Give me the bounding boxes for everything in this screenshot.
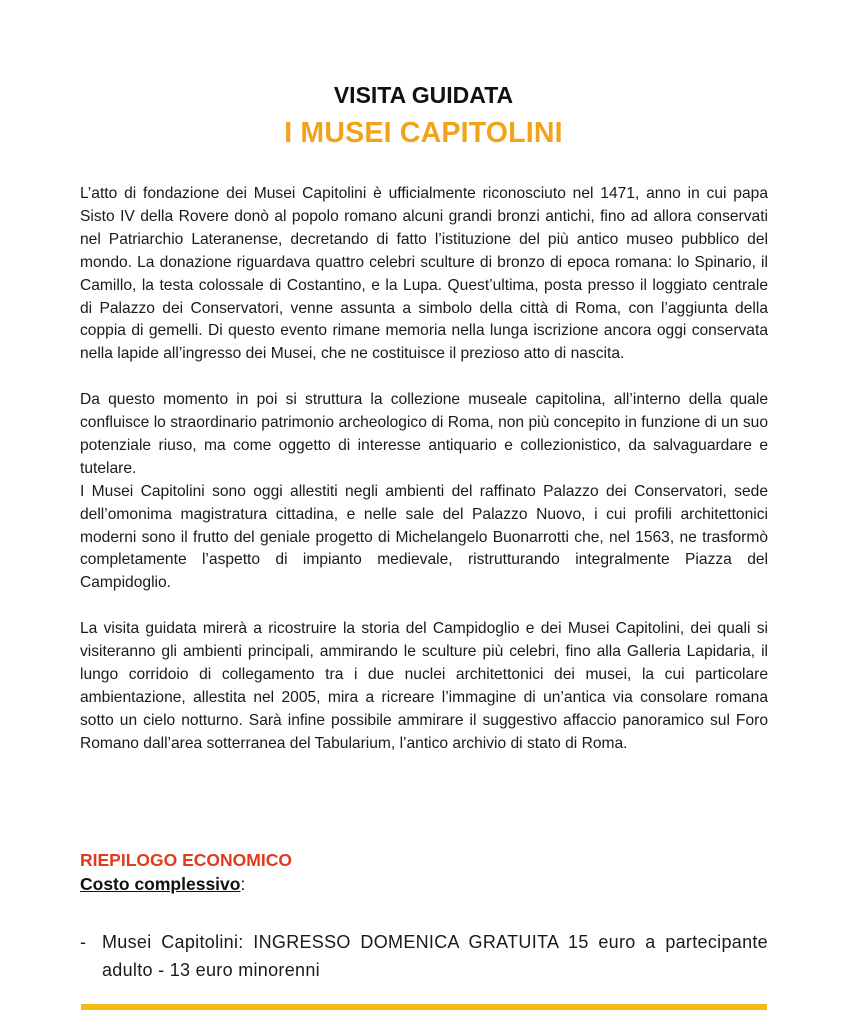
summary-title: RIEPILOGO ECONOMICO (80, 850, 292, 870)
paragraph-collection: Da questo momento in poi si struttura la collezione museale capitolina, all’interno della quale confluisce lo straordinario patrimonio archeologico di Roma, non più concepito in funzione di un suo potenziale riuso, ma come oggetto di interesse antiquario e collezionistico, da salvaguardare e tutelare. (80, 391, 768, 477)
paragraph-palazzi: I Musei Capitolini sono oggi allestiti negli ambienti del raffinato Palazzo dei Conservatori, sede dell’omonima magistratura cittadina, e nelle sale del Palazzo Nuovo, i cui profili architettonici moderni sono il frutto del geniale progetto di Michelangelo Buonarrotti che, nel 1563, ne trasformò completamente l’aspetto di impianto medievale, ristrutturando integralmente Piazza del Campidoglio. (80, 482, 768, 592)
page-title: I MUSEI CAPITOLINI (284, 117, 563, 149)
dash-bullet-icon: - (80, 932, 86, 952)
page-kicker: VISITA GUIDATA (333, 82, 514, 108)
paragraph-spacer (80, 366, 768, 389)
paragraph-visit: La visita guidata mirerà a ricostruire la storia del Campidoglio e dei Musei Capitolini, dei quali si visiteranno gli ambienti principali, ammirando le sculture più celebri, fino alla Galleria Lapidaria, il lungo corridoio di collegamento tra i due nuclei architettonici dei musei, la cui particolare ambientazione, allestita nel 2005, mira a ricreare l’immagine di un’antica via consolare romana sotto un cielo notturno. Sarà infine possibile ammirare il suggestivo affaccio panoramico sul Foro Romano dall’area sotterranea del Tabularium, l’antico archivio di stato di Roma. (80, 620, 768, 752)
footer-divider (81, 1004, 767, 1010)
paragraph-spacer (80, 595, 768, 618)
paragraph-foundation: L’atto di fondazione dei Musei Capitolini è ufficialmente riconosciuto nel 1471, anno in cui papa Sisto IV della Rovere donò al popolo romano alcuni grandi bronzi antichi, fino ad allora conservati nel Patriarchio Lateranense, decretando di fatto l’istituzione del più antico museo pubblico del mondo. La donazione riguardava quattro celebri sculture di bronzo di epoca romana: lo Spinario, il Camillo, la testa colossale di Costantino, e la Lupa. Quest’ultima, posta presso il loggiato centrale di Palazzo dei Conservatori, venne assunta a simbolo della città di Roma, con l’aggiunta della coppia di gemelli. Di questo evento rimane memoria nella lunga iscrizione ancora oggi conservata nella lapide all’ingresso dei Musei, che ne costituisce il prezioso atto di nascita. (80, 185, 768, 363)
economic-summary (80, 848, 780, 896)
price-item: Musei Capitolini: INGRESSO DOMENICA GRATUITA 15 euro a partecipante adulto - 13 euro minorenni (102, 932, 768, 980)
body-text (80, 183, 768, 756)
cost-label-colon: : (240, 874, 246, 894)
list-item (80, 928, 768, 984)
cost-label: Costo complessivo (80, 874, 241, 894)
summary-subtitle (80, 872, 780, 896)
